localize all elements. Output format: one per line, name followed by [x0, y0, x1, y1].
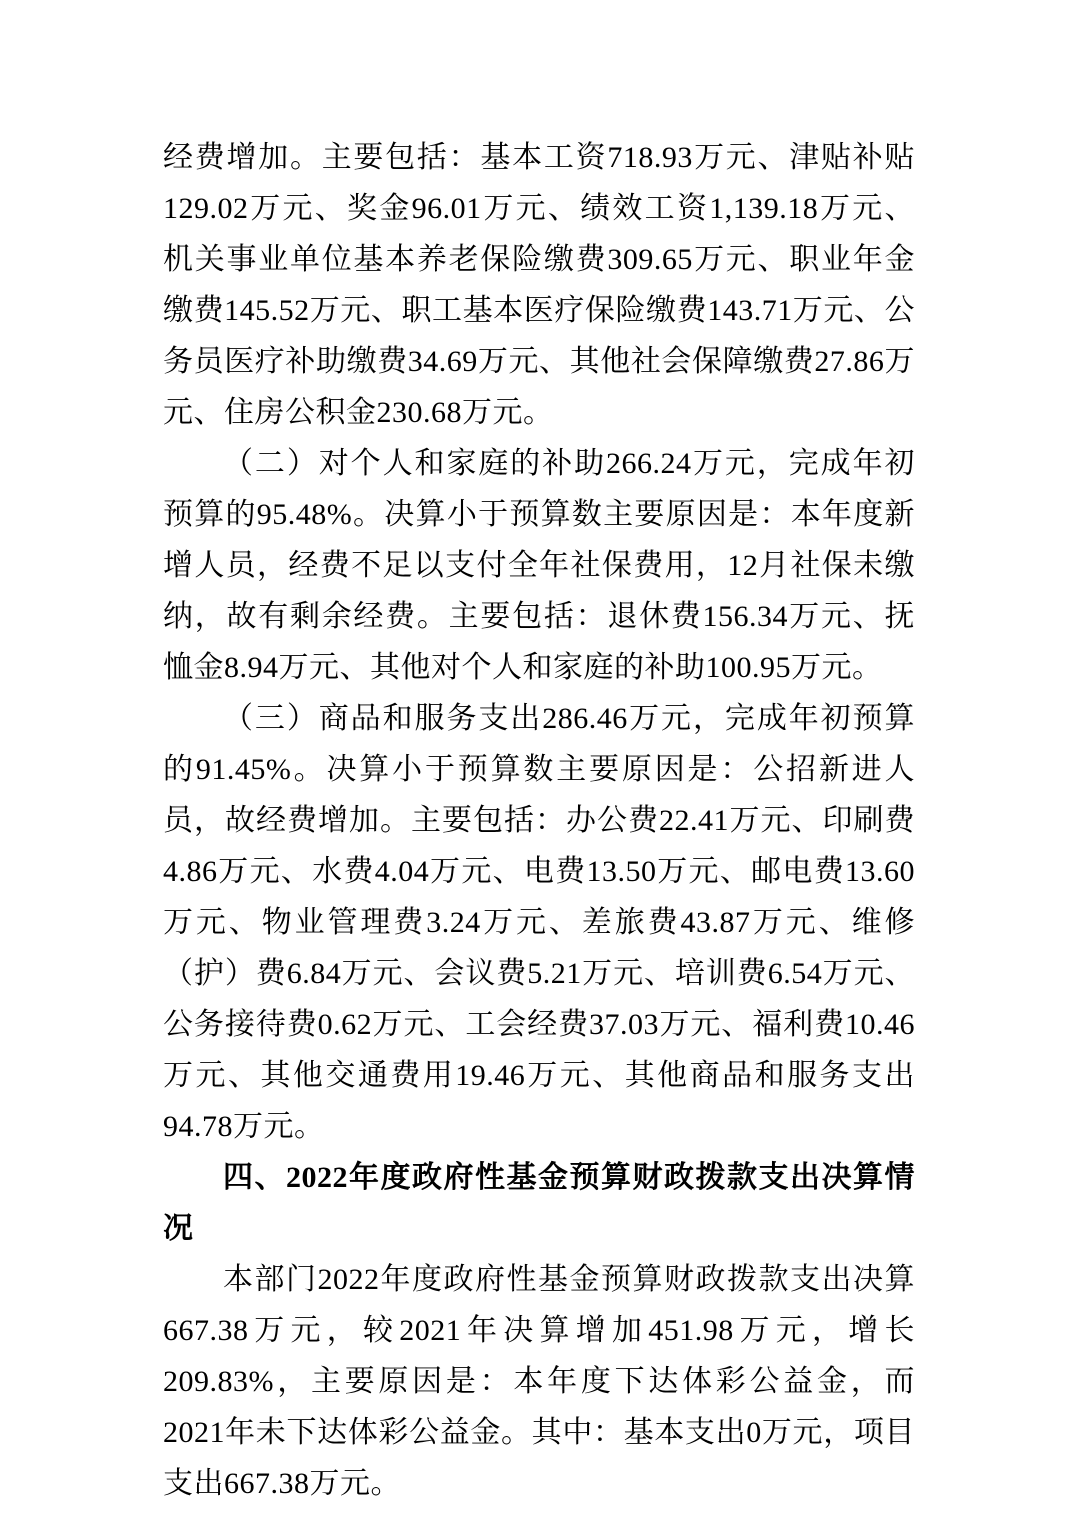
paragraph-individual-family-subsidy: （二）对个人和家庭的补助266.24万元，完成年初预算的95.48%。决算小于预算数主要原因是：本年度新增人员，经费不足以支付全年社保费用，12月社保未缴纳，故有剩余经费。主要包括：退休费156.34万元、抚恤金8.94万元、其他对个人和家庭的补助100.95万元。: [163, 447, 915, 684]
section-heading-government-fund-budget: 四、2022年度政府性基金预算财政拨款支出决算情况: [163, 1161, 915, 1245]
paragraph-government-fund-expenditure: 本部门2022年度政府性基金预算财政拨款支出决算667.38万元，较2021年决算增加451.98万元，增长209.83%，主要原因是：本年度下达体彩公益金，而2021年未下达体彩公益金。其中：基本支出0万元，项目支出667.38万元。: [163, 1263, 915, 1500]
paragraph-basic-expense-continuation: 经费增加。主要包括：基本工资718.93万元、津贴补贴129.02万元、奖金96.01万元、绩效工资1,139.18万元、机关事业单位基本养老保险缴费309.65万元、职业年金缴费145.52万元、职工基本医疗保险缴费143.71万元、公务员医疗补助缴费34.69万元、其他社会保障缴费27.86万元、住房公积金230.68万元。: [163, 141, 915, 429]
paragraph-goods-and-services: （三）商品和服务支出286.46万元，完成年初预算的91.45%。决算小于预算数主要原因是：公招新进人员，故经费增加。主要包括：办公费22.41万元、印刷费4.86万元、水费4.04万元、电费13.50万元、邮电费13.60万元、物业管理费3.24万元、差旅费43.87万元、维修（护）费6.84万元、会议费5.21万元、培训费6.54万元、公务接待费0.62万元、工会经费37.03万元、福利费10.46万元、其他交通费用19.46万元、其他商品和服务支出94.78万元。: [163, 702, 915, 1143]
document-content: [163, 132, 915, 1509]
